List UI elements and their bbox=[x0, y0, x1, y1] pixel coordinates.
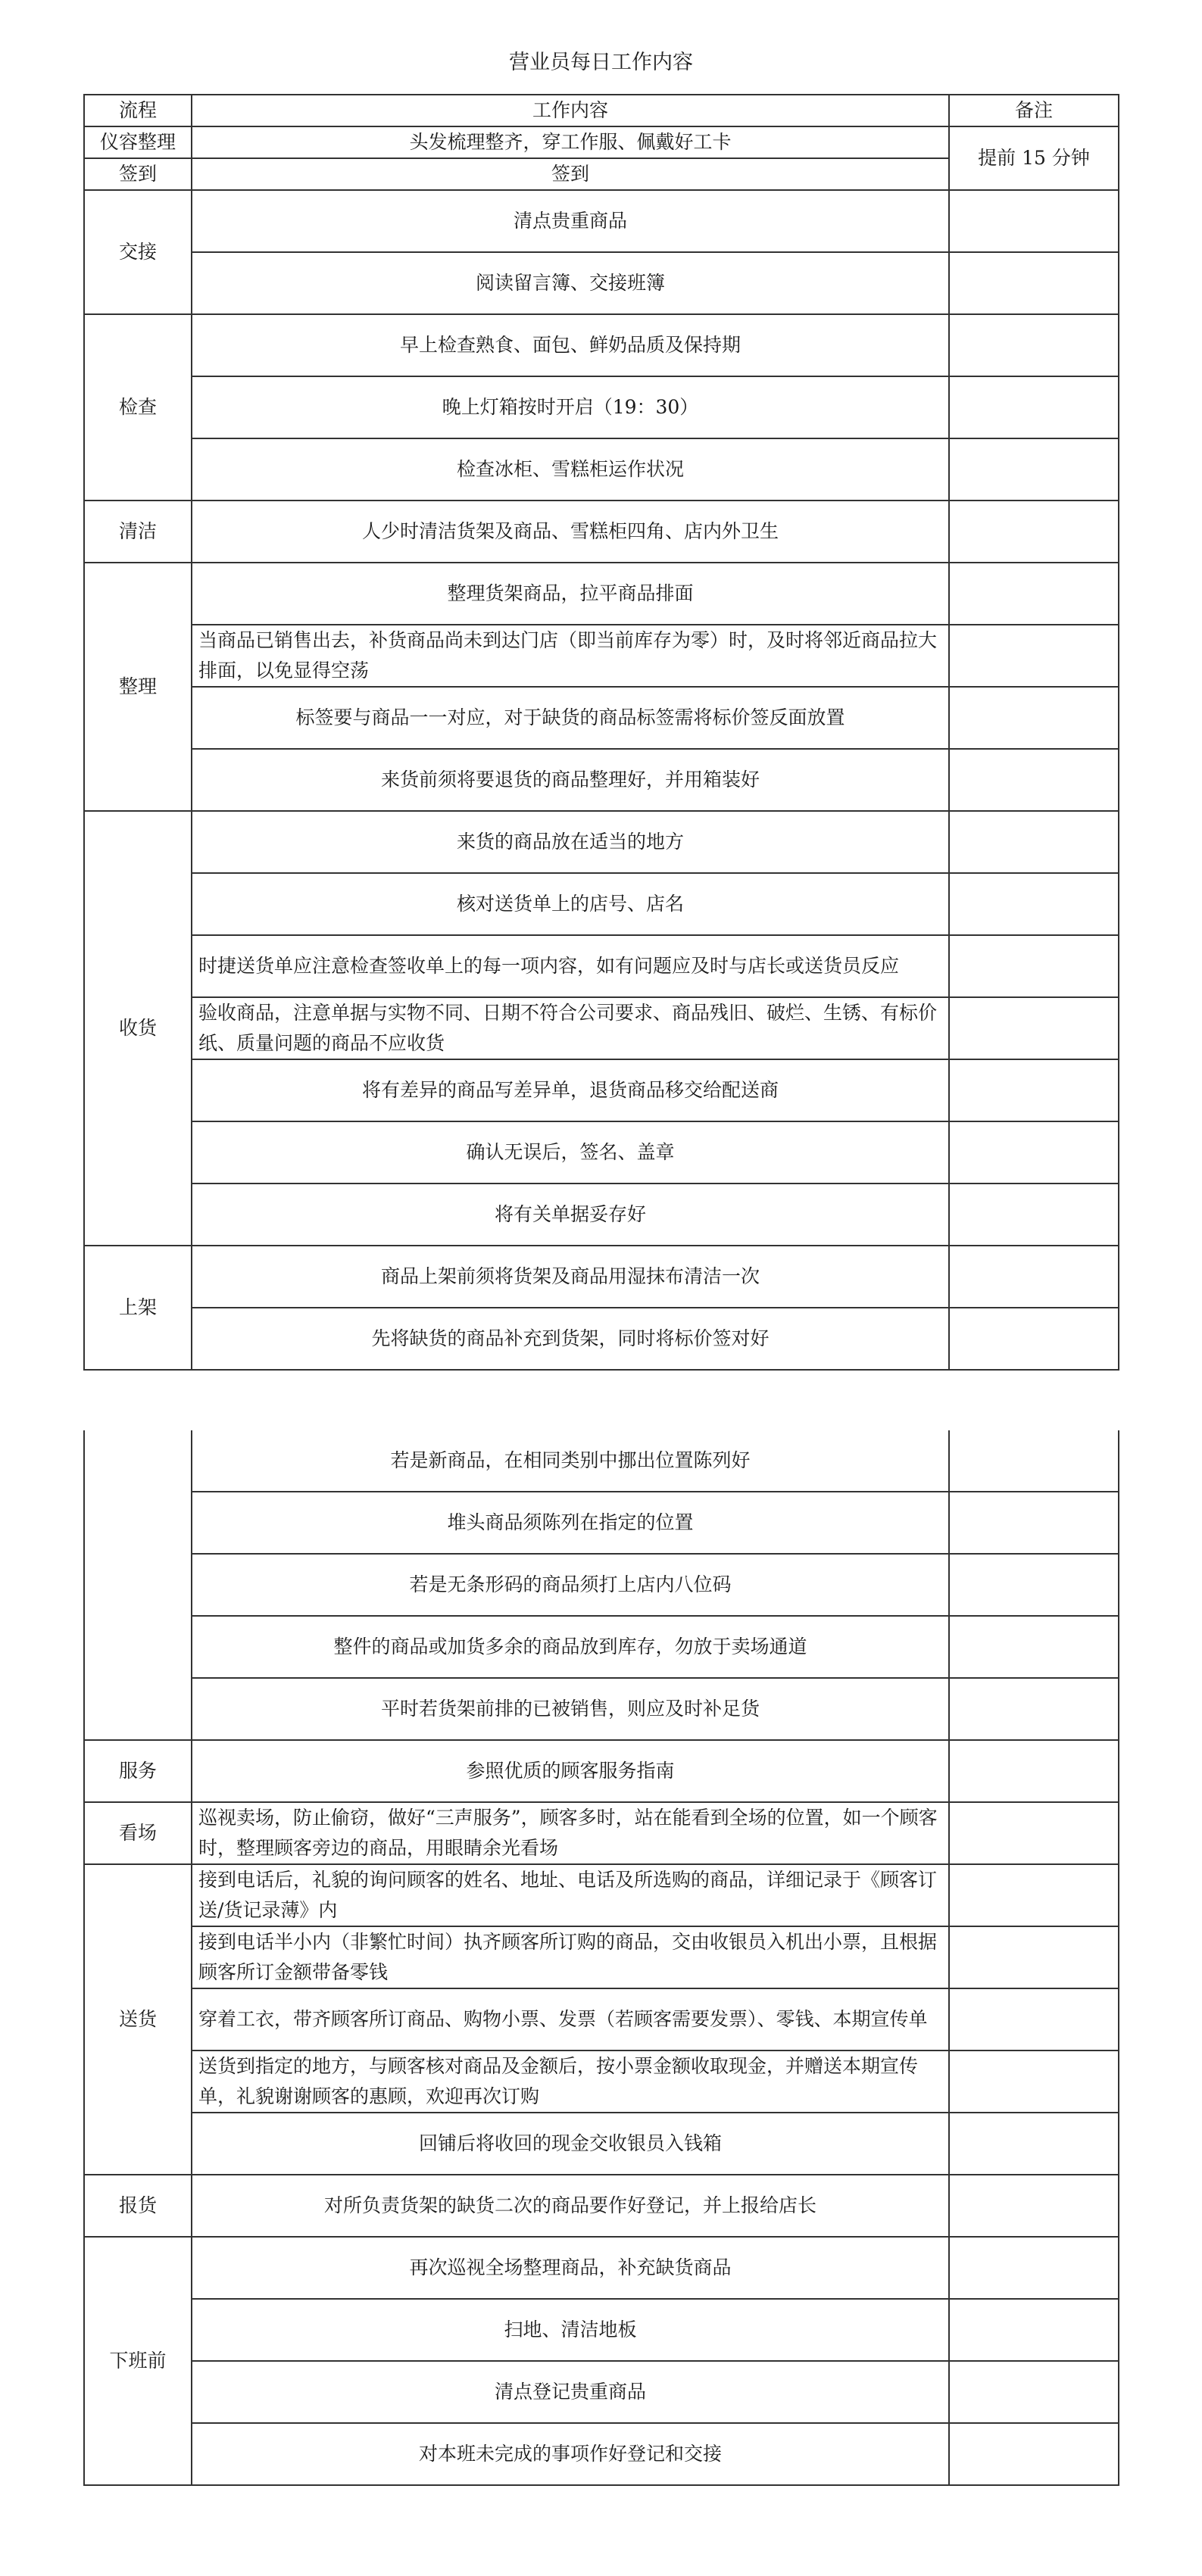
task-cell: 穿着工衣，带齐顾客所订商品、购物小票、发票（若顾客需要发票）、零钱、本期宣传单 bbox=[192, 1988, 949, 2051]
table-row bbox=[84, 997, 1119, 1059]
table-row bbox=[84, 1121, 1119, 1184]
table-row bbox=[84, 2423, 1119, 2485]
page-title: 营业员每日工作内容 bbox=[509, 51, 693, 74]
table-row bbox=[84, 1184, 1119, 1246]
process-clean: 清洁 bbox=[84, 501, 192, 563]
process-receive: 收货 bbox=[84, 811, 192, 1246]
note-cell bbox=[949, 376, 1119, 438]
note-cell bbox=[949, 1926, 1119, 1988]
note-cell bbox=[949, 811, 1119, 873]
process-handover: 交接 bbox=[84, 190, 192, 314]
table-row bbox=[84, 126, 1119, 158]
task-cell: 堆头商品须陈列在指定的位置 bbox=[192, 1492, 949, 1554]
header-content: 工作内容 bbox=[192, 95, 949, 126]
table-row bbox=[84, 2113, 1119, 2175]
task-cell: 送货到指定的地方，与顾客核对商品及金额后，按小票金额收取现金，并赠送本期宣传单，礼貌谢谢顾客的惠顾，欢迎再次订购 bbox=[192, 2051, 949, 2113]
table-row bbox=[84, 1492, 1119, 1554]
note-cell bbox=[949, 2423, 1119, 2485]
note-cell bbox=[949, 1308, 1119, 1370]
table-row bbox=[84, 873, 1119, 935]
note-cell bbox=[949, 625, 1119, 687]
note-cell bbox=[949, 252, 1119, 314]
header-process: 流程 bbox=[84, 95, 192, 126]
table-row bbox=[84, 376, 1119, 438]
note-cell bbox=[949, 1802, 1119, 1864]
table-row bbox=[84, 1059, 1119, 1121]
note-cell bbox=[949, 1740, 1119, 1802]
table-row bbox=[84, 1246, 1119, 1308]
note-cell bbox=[949, 314, 1119, 376]
note-cell bbox=[949, 2237, 1119, 2299]
task-cell: 将有关单据妥存好 bbox=[192, 1184, 949, 1246]
process-arrange: 整理 bbox=[84, 563, 192, 811]
table-row bbox=[84, 501, 1119, 563]
task-cell: 巡视卖场，防止偷窃，做好“三声服务”，顾客多时，站在能看到全场的位置，如一个顾客时，整理顾客旁边的商品，用眼睛余光看场 bbox=[192, 1802, 949, 1864]
table-row bbox=[84, 1802, 1119, 1864]
table-row bbox=[84, 1740, 1119, 1802]
note-cell bbox=[949, 1678, 1119, 1740]
note-cell bbox=[949, 1121, 1119, 1184]
note-cell bbox=[949, 2299, 1119, 2361]
process-floor: 看场 bbox=[84, 1802, 192, 1864]
note-cell bbox=[949, 1554, 1119, 1616]
note-cell bbox=[949, 563, 1119, 625]
task-cell: 清点贵重商品 bbox=[192, 190, 949, 252]
note-arrive-early: 提前 15 分钟 bbox=[949, 126, 1119, 190]
task-cell: 人少时清洁货架及商品、雪糕柜四角、店内外卫生 bbox=[192, 501, 949, 563]
header-note: 备注 bbox=[949, 95, 1119, 126]
note-cell bbox=[949, 997, 1119, 1059]
content-signin: 签到 bbox=[192, 158, 949, 190]
table-row bbox=[84, 1554, 1119, 1616]
task-cell: 回铺后将收回的现金交收银员入钱箱 bbox=[192, 2113, 949, 2175]
table-row bbox=[84, 1926, 1119, 1988]
process-offduty: 下班前 bbox=[84, 2237, 192, 2485]
table-row bbox=[84, 2051, 1119, 2113]
content-grooming: 头发梳理整齐，穿工作服、佩戴好工卡 bbox=[192, 126, 949, 158]
task-cell: 早上检查熟食、面包、鲜奶品质及保持期 bbox=[192, 314, 949, 376]
task-cell: 整件的商品或加货多余的商品放到库存，勿放于卖场通道 bbox=[192, 1616, 949, 1678]
task-cell: 晚上灯箱按时开启（19：30） bbox=[192, 376, 949, 438]
task-cell: 再次巡视全场整理商品，补充缺货商品 bbox=[192, 2237, 949, 2299]
note-cell bbox=[949, 749, 1119, 811]
task-cell: 先将缺货的商品补充到货架，同时将标价签对好 bbox=[192, 1308, 949, 1370]
process-report: 报货 bbox=[84, 2175, 192, 2237]
note-cell bbox=[949, 501, 1119, 563]
task-cell: 若是无条形码的商品须打上店内八位码 bbox=[192, 1554, 949, 1616]
task-cell: 来货前须将要退货的商品整理好，并用箱装好 bbox=[192, 749, 949, 811]
duty-table-part-2 bbox=[83, 1430, 1119, 2486]
task-cell: 商品上架前须将货架及商品用湿抹布清洁一次 bbox=[192, 1246, 949, 1308]
note-cell bbox=[949, 2175, 1119, 2237]
task-cell: 来货的商品放在适当的地方 bbox=[192, 811, 949, 873]
task-cell: 将有差异的商品写差异单，退货商品移交给配送商 bbox=[192, 1059, 949, 1121]
process-shelve-continued bbox=[84, 1430, 192, 1740]
table-row bbox=[84, 2175, 1119, 2237]
table-row bbox=[84, 314, 1119, 376]
table-row bbox=[84, 749, 1119, 811]
note-cell bbox=[949, 1988, 1119, 2051]
task-cell: 验收商品，注意单据与实物不同、日期不符合公司要求、商品残旧、破烂、生锈、有标价纸、质量问题的商品不应收货 bbox=[192, 997, 949, 1059]
task-cell: 清点登记贵重商品 bbox=[192, 2361, 949, 2423]
process-grooming: 仪容整理 bbox=[84, 126, 192, 158]
note-cell bbox=[949, 1246, 1119, 1308]
table-row bbox=[84, 625, 1119, 687]
note-cell bbox=[949, 1059, 1119, 1121]
table-row bbox=[84, 935, 1119, 997]
table-row bbox=[84, 811, 1119, 873]
task-cell: 确认无误后，签名、盖章 bbox=[192, 1121, 949, 1184]
table-row bbox=[84, 1864, 1119, 1926]
table-header-row bbox=[84, 95, 1119, 126]
task-cell: 对本班未完成的事项作好登记和交接 bbox=[192, 2423, 949, 2485]
task-cell: 对所负责货架的缺货二次的商品要作好登记，并上报给店长 bbox=[192, 2175, 949, 2237]
note-cell bbox=[949, 935, 1119, 997]
task-cell: 检查冰柜、雪糕柜运作状况 bbox=[192, 438, 949, 501]
task-cell: 接到电话后，礼貌的询问顾客的姓名、地址、电话及所选购的商品，详细记录于《顾客订送/货记录薄》内 bbox=[192, 1864, 949, 1926]
task-cell: 接到电话半小内（非繁忙时间）执齐顾客所订购的商品，交由收银员入机出小票，且根据顾客所订金额带备零钱 bbox=[192, 1926, 949, 1988]
table-row bbox=[84, 438, 1119, 501]
task-cell: 若是新商品，在相同类别中挪出位置陈列好 bbox=[192, 1430, 949, 1492]
task-cell: 标签要与商品一一对应，对于缺货的商品标签需将标价签反面放置 bbox=[192, 687, 949, 749]
table-row bbox=[84, 563, 1119, 625]
note-cell bbox=[949, 1492, 1119, 1554]
note-cell bbox=[949, 2113, 1119, 2175]
task-cell: 扫地、清洁地板 bbox=[192, 2299, 949, 2361]
note-cell bbox=[949, 2051, 1119, 2113]
process-delivery: 送货 bbox=[84, 1864, 192, 2175]
note-cell bbox=[949, 438, 1119, 501]
table-row bbox=[84, 1430, 1119, 1492]
table-row bbox=[84, 190, 1119, 252]
note-cell bbox=[949, 2361, 1119, 2423]
table-row bbox=[84, 1678, 1119, 1740]
table-row bbox=[84, 2299, 1119, 2361]
table-row bbox=[84, 1616, 1119, 1678]
task-cell: 时捷送货单应注意检查签收单上的每一项内容，如有问题应及时与店长或送货员反应 bbox=[192, 935, 949, 997]
note-cell bbox=[949, 1184, 1119, 1246]
note-cell bbox=[949, 1864, 1119, 1926]
process-inspect: 检查 bbox=[84, 314, 192, 501]
note-cell bbox=[949, 687, 1119, 749]
duty-table-part-1 bbox=[83, 94, 1119, 1371]
task-cell: 平时若货架前排的已被销售，则应及时补足货 bbox=[192, 1678, 949, 1740]
process-signin: 签到 bbox=[84, 158, 192, 190]
note-cell bbox=[949, 873, 1119, 935]
table-row bbox=[84, 2237, 1119, 2299]
table-row bbox=[84, 252, 1119, 314]
note-cell bbox=[949, 1430, 1119, 1492]
table-row bbox=[84, 1988, 1119, 2051]
task-cell: 核对送货单上的店号、店名 bbox=[192, 873, 949, 935]
task-cell: 阅读留言簿、交接班簿 bbox=[192, 252, 949, 314]
task-cell: 整理货架商品，拉平商品排面 bbox=[192, 563, 949, 625]
table-row bbox=[84, 1308, 1119, 1370]
note-cell bbox=[949, 190, 1119, 252]
process-service: 服务 bbox=[84, 1740, 192, 1802]
task-cell: 当商品已销售出去，补货商品尚未到达门店（即当前库存为零）时，及时将邻近商品拉大排面，以免显得空荡 bbox=[192, 625, 949, 687]
process-shelve: 上架 bbox=[84, 1246, 192, 1370]
note-cell bbox=[949, 1616, 1119, 1678]
table-row bbox=[84, 2361, 1119, 2423]
table-row bbox=[84, 687, 1119, 749]
task-cell: 参照优质的顾客服务指南 bbox=[192, 1740, 949, 1802]
